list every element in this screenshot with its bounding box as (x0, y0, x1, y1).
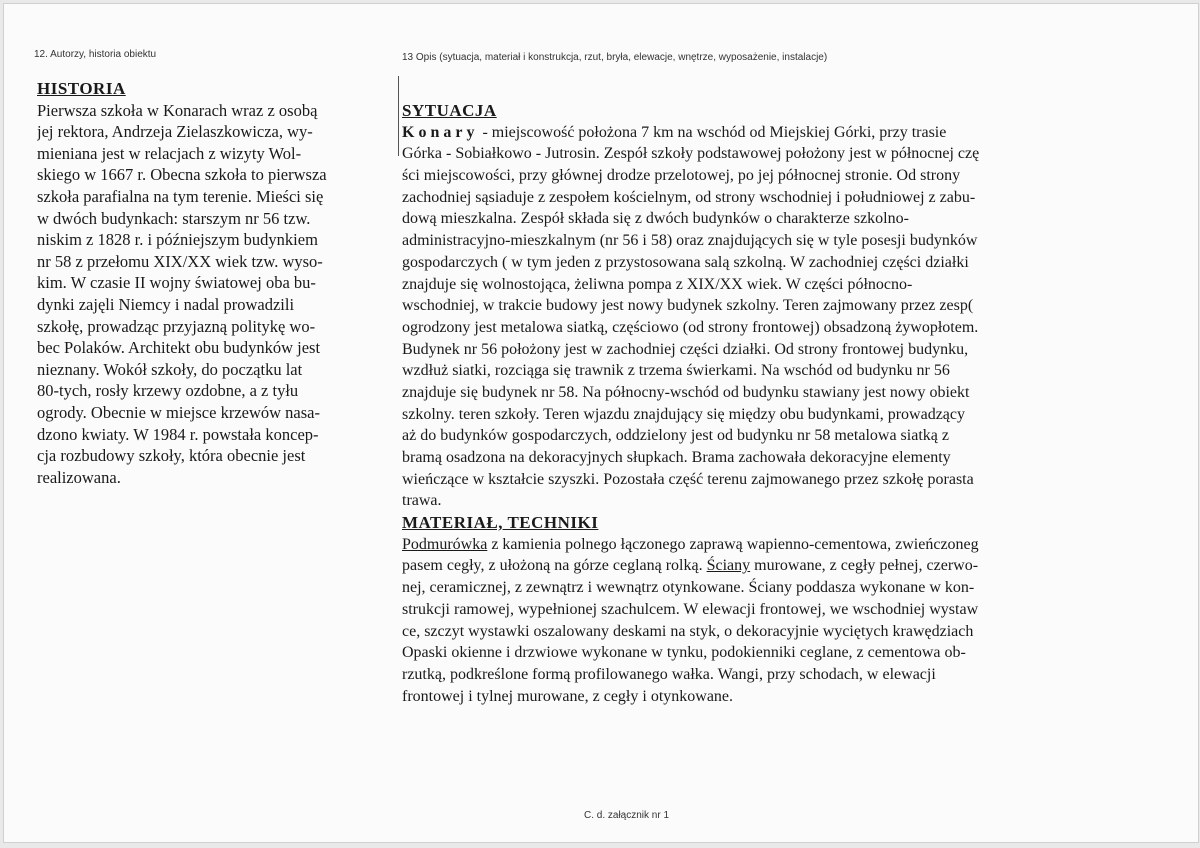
material-line: strukcji ramowej, wypełnionej szachulcem. W elewacji frontowej, we wschodniej wystaw (402, 600, 979, 618)
historia-line: kim. W czasie II wojny światowej oba bu- (37, 273, 316, 293)
historia-line: realizowana. (37, 467, 121, 487)
material-line: rzutką, podkreślone formą profilowanego wałka. Wangi, przy schodach, w elewacji (402, 665, 936, 683)
historia-heading: HISTORIA (37, 79, 126, 98)
sytuacja-line: wschodniej, w trakcie budowy jest nowy budynek szkolny. Teren zajmowany przez zesp( (402, 297, 974, 315)
sytuacja-line: Górka - Sobiałkowo - Jutrosin. Zespół szkoły podstawowej położony jest w północnej czę (402, 145, 980, 163)
historia-line: nieznany. Wokół szkoły, do początku lat (37, 359, 303, 379)
material-first-line (402, 534, 1127, 556)
sytuacja-line: aż do budynków gospodarczych, oddzielony jest od budynku nr 58 metalowa siatką z (402, 427, 949, 445)
material-line: Opaski okienne i drzwiowe wykonane w tynku, podokienniki ceglane, z cementowa ob- (402, 644, 966, 662)
historia-section (37, 78, 382, 488)
historia-line: w dwóch budynkach: starszym nr 56 tzw. (37, 208, 311, 228)
left-column-header: 12. Autorzy, historia obiektu (34, 49, 157, 60)
sytuacja-line: administracyjno-mieszkalnym (nr 56 i 58) oraz znajdujących się w tyle posesji budynków (402, 232, 978, 250)
material-term-sciany: Ściany (706, 557, 751, 575)
sytuacja-line: dową mieszkalna. Zespół składa się z dwóch budynków o charakterze szkolno- (402, 210, 909, 228)
sytuacja-first-line (402, 122, 1127, 144)
material-second-line (402, 555, 1127, 577)
sytuacja-line: znajduje się budynek nr 58. Na północny-wschód od budynku stawiany jest nowy obiekt (402, 383, 970, 401)
sytuacja-lead-word: Konary (402, 123, 479, 141)
right-column-header: 13 Opis (sytuacja, materiał i konstrukcja, rzut, bryła, elewacje, wnętrze, wyposażenie, instalacje) (402, 52, 828, 63)
material-term-podmurowka: Podmurówka (402, 535, 488, 553)
material-heading: MATERIAŁ, TECHNIKI (402, 513, 599, 533)
historia-line: cja rozbudowy szkoły, która obecnie jest (37, 446, 306, 466)
material-second-line-rest: murowane, z cegły pełnej, czerwo- (750, 557, 979, 575)
historia-line: jej rektora, Andrzeja Zielaszkowicza, wy- (37, 122, 313, 142)
material-line: frontowej i tylnej murowane, z cegły i otynkowane. (402, 687, 734, 705)
sytuacja-line: trawa. (402, 492, 442, 510)
document-page (3, 3, 1199, 843)
material-second-line-pre: pasem cegły, z ułożoną na górze ceglaną rolką. (402, 557, 707, 575)
sytuacja-line: Budynek nr 56 położony jest w zachodniej części działki. Od strony frontowej budynku, (402, 340, 969, 358)
historia-line: szkołę, prowadząc przyjazną politykę wo- (37, 316, 316, 336)
historia-line: ogrody. Obecnie w miejsce krzewów nasa- (37, 402, 320, 422)
column-divider (398, 76, 399, 156)
sytuacja-heading: SYTUACJA (402, 101, 497, 120)
historia-line: skiego w 1667 r. Obecna szkoła to pierwsza (37, 165, 327, 185)
material-line: ce, szczyt wystawki oszalowany deskami na styk, o dekoracyjnie wyciętych krawędziach (402, 622, 974, 640)
sytuacja-line: ści miejscowości, przy głównej drodze przelotowej, po jej północnej stronie. Od strony (402, 167, 961, 185)
historia-line: niskim z 1828 r. i późniejszym budynkiem (37, 230, 318, 250)
sytuacja-line: zachodniej sąsiaduje z zespołem kościelnym, od strony wschodniej i południowej z zabu- (402, 188, 976, 206)
historia-line: mieniana jest w relacjach z wizyty Wol- (37, 143, 302, 163)
historia-line: bec Polaków. Architekt obu budynków jest (37, 338, 321, 358)
historia-line: dzono kwiaty. W 1984 r. powstała koncep- (37, 424, 319, 444)
historia-line: nr 58 z przełomu XIX/XX wiek tzw. wyso- (37, 251, 323, 271)
sytuacja-line: wieńczące w kształcie szyszki. Pozostała część terenu zajmowanego przez szkołę porasta (402, 470, 974, 488)
sytuacja-line: ogrodzony jest metalowa siatką, częściowo (od strony frontowej) obsadzoną żywopłotem. (402, 318, 979, 336)
material-first-line-text: z kamienia polnego łączonego zaprawą wapienno-cementowa, zwieńczoneg (487, 535, 979, 553)
historia-line: dynki zajęli Niemcy i nadal prowadzili (37, 294, 295, 314)
continuation-note: C. d. załącznik nr 1 (584, 810, 670, 821)
sytuacja-line: bramą osadzona na dekoracyjnych słupkach. Brama zachowała dekoracyjne elementy (402, 449, 951, 466)
opis-section (402, 100, 1127, 707)
sytuacja-line: szkolny. teren szkoły. Teren wjazdu znajdujący się między obu budynkami, prowadzący (402, 405, 965, 423)
sytuacja-line: gospodarczych ( w tym jeden z przystosowana salą szkolną. W zachodniej części działki (402, 253, 969, 271)
sytuacja-line: znajduje się wolnostojąca, żeliwna pompa z XIX/XX wiek. W części północno- (402, 275, 913, 293)
historia-line: Pierwsza szkoła w Konarach wraz z osobą (37, 100, 318, 120)
historia-line: szkoła parafialna na tym terenie. Mieści się (37, 186, 324, 206)
sytuacja-line: wzdłuż siatki, rozciąga się trawnik z trzema świerkami. Na wschód od budynku nr 56 (402, 362, 950, 380)
historia-line: 80-tych, rosły krzewy ozdobne, a z tyłu (37, 381, 299, 401)
sytuacja-first-line-text: - miejscowość położona 7 km na wschód od Miejskiej Górki, przy trasie (478, 123, 947, 141)
material-line: nej, ceramicznej, z zewnątrz i wewnątrz otynkowane. Ściany poddasza wykonane w kon- (402, 579, 975, 597)
